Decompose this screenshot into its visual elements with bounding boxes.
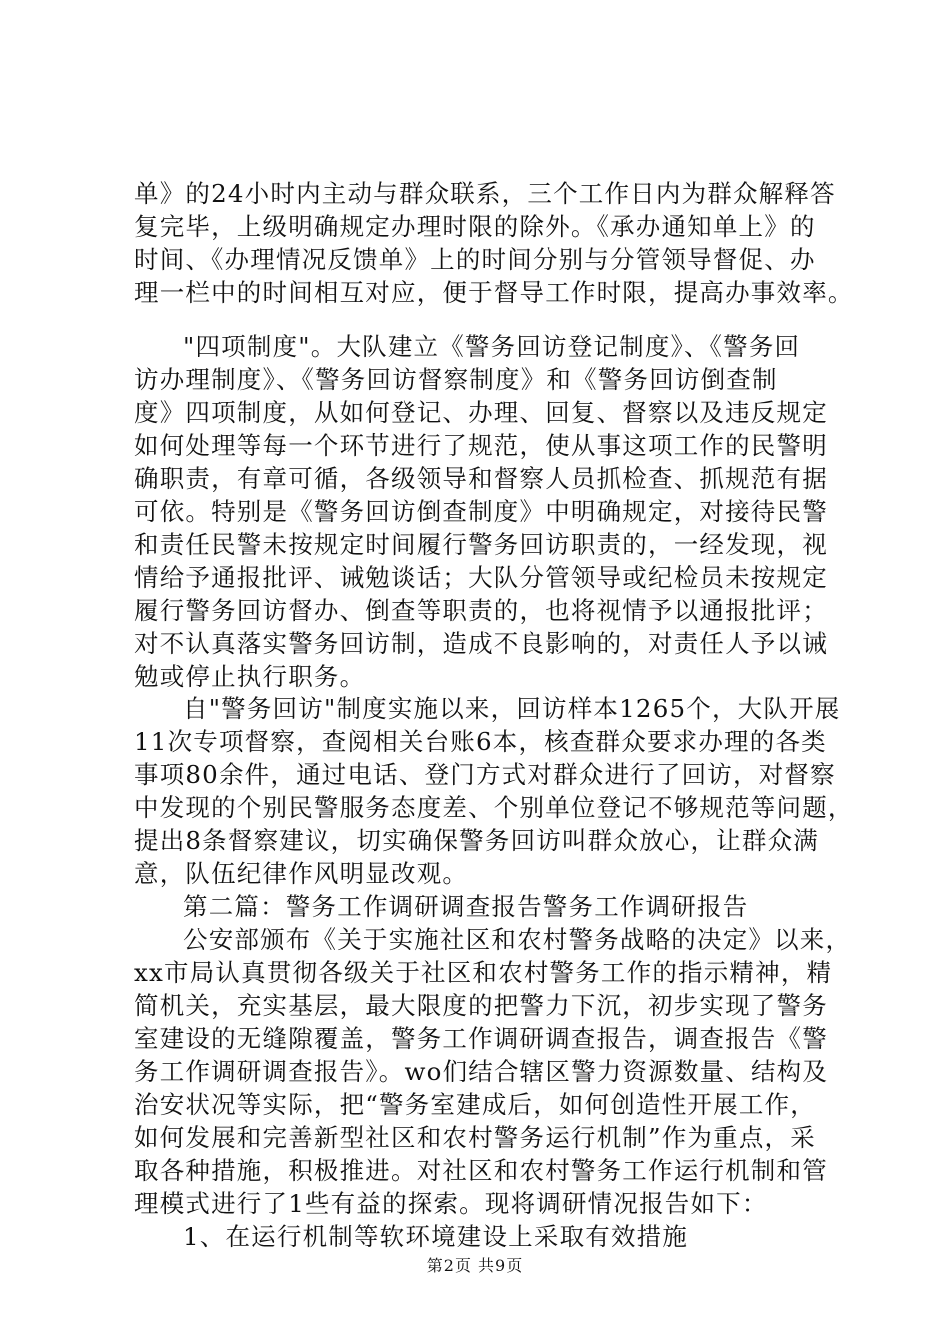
text-line: 复完毕，上级明确规定办理时限的除外。《承办通知单上》的 xyxy=(134,212,816,241)
text-line: 时间、《办理情况反馈单》上的时间分别与分管领导督促、办 xyxy=(134,245,816,274)
text-line: 1、在运行机制等软环境建设上采取有效措施 xyxy=(183,1222,689,1251)
text-line: 理模式进行了1些有益的探索。现将调研情况报告如下： xyxy=(134,1189,768,1218)
text-line: 治安状况等实际，把“警务室建成后，如何创造性开展工作， xyxy=(134,1090,816,1119)
text-line: 和责任民警未按规定时间履行警务回访职责的，一经发现，视 xyxy=(134,530,828,559)
text-line: 理一栏中的时间相互对应，便于督导工作时限，提高办事效率。 xyxy=(134,278,854,307)
text-line: 情给予通报批评、诫勉谈话；大队分管领导或纪检员未按规定 xyxy=(134,563,828,592)
text-line: 可依。特别是《警务回访倒查制度》中明确规定，对接待民警 xyxy=(134,497,828,526)
text-line: 勉或停止执行职务。 xyxy=(134,662,366,691)
text-line: 意，队伍纪律作风明显改观。 xyxy=(134,859,469,888)
text-line: 度》四项制度，从如何登记、办理、回复、督察以及违反规定 xyxy=(134,398,828,427)
text-line: 中发现的个别民警服务态度差、个别单位登记不够规范等问题， xyxy=(134,793,854,822)
text-line: 室建设的无缝隙覆盖，警务工作调研调查报告，调查报告《警 xyxy=(134,1024,828,1053)
text-line: 11次专项督察，查阅相关台账6本，核查群众要求办理的各类 xyxy=(134,727,827,756)
text-line: 如何处理等每一个环节进行了规范，使从事这项工作的民警明 xyxy=(134,431,828,460)
text-line: 单》的24小时内主动与群众联系，三个工作日内为群众解释答 xyxy=(134,179,836,208)
section-heading: 第二篇：警务工作调研调查报告警务工作调研报告 xyxy=(183,892,749,921)
page-number: 第2页 共9页 xyxy=(426,1256,524,1275)
text-line: xx市局认真贯彻各级关于社区和农村警务工作的指示精神，精 xyxy=(134,958,833,987)
text-line: 务工作调研调查报告》。wo们结合辖区警力资源数量、结构及 xyxy=(134,1057,829,1086)
text-line: 自"警务回访"制度实施以来，回访样本1265个，大队开展 xyxy=(183,694,841,723)
text-line: 履行警务回访督办、倒查等职责的，也将视情予以通报批评； xyxy=(134,596,828,625)
text-line: 公安部颁布《关于实施社区和农村警务战略的决定》以来， xyxy=(183,925,852,954)
text-line: 事项80余件，通过电话、登门方式对群众进行了回访，对督察 xyxy=(134,760,836,789)
text-line: 确职责，有章可循，各级领导和督察人员抓检查、抓规范有据 xyxy=(134,464,828,493)
text-line: 简机关，充实基层，最大限度的把警力下沉，初步实现了警务 xyxy=(134,991,828,1020)
text-line: 对不认真落实警务回访制，造成不良影响的，对责任人予以诫 xyxy=(134,629,828,658)
text-line: 取各种措施，积极推进。对社区和农村警务工作运行机制和管 xyxy=(134,1156,828,1185)
text-line: "四项制度"。大队建立《警务回访登记制度》、《警务回 xyxy=(183,332,801,361)
text-line: 如何发展和完善新型社区和农村警务运行机制”作为重点，采 xyxy=(134,1123,816,1152)
text-line: 提出8条督察建议，切实确保警务回访叫群众放心，让群众满 xyxy=(134,826,819,855)
text-line: 访办理制度》、《警务回访督察制度》和《警务回访倒查制 xyxy=(134,365,778,394)
